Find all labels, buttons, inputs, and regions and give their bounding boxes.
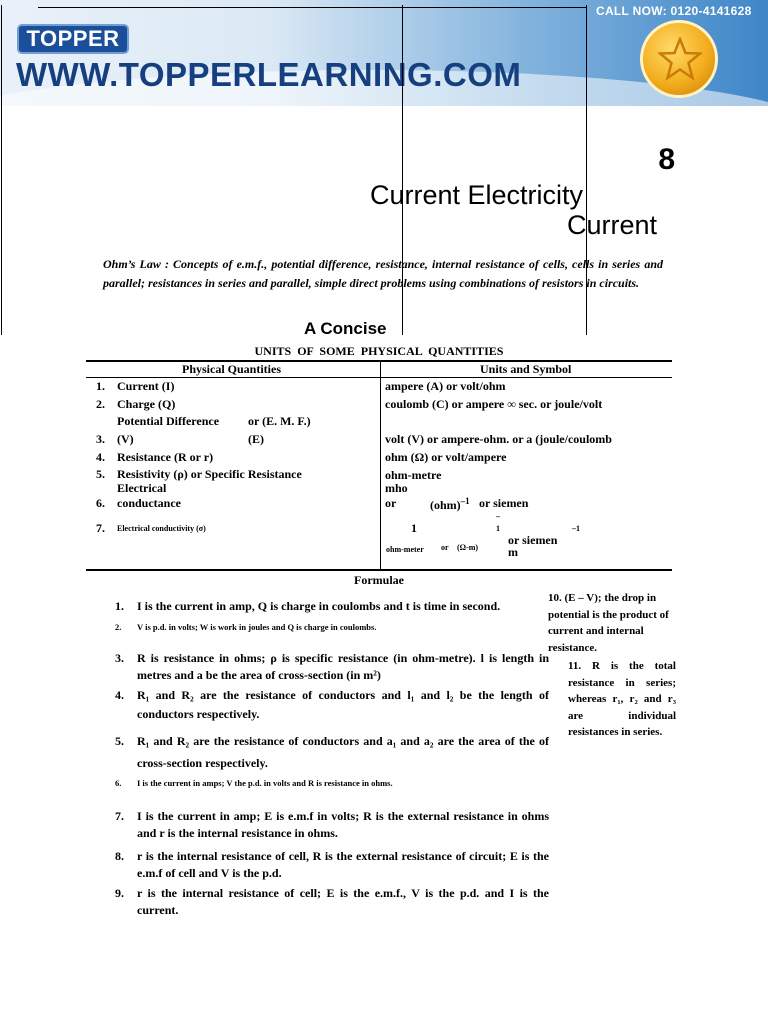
unit-exponent: –1 xyxy=(572,524,580,533)
column-header: Physical Quantities xyxy=(182,362,282,376)
quantity-cell: Potential Difference xyxy=(117,414,220,428)
unit-omega-m: (Ω-m) xyxy=(457,543,479,552)
formula-number: 5. xyxy=(115,734,124,748)
table-bottom-rule xyxy=(86,569,672,571)
side-note-10: 10. (E – V); the drop in potential is the product of current and internal resistance. xyxy=(548,592,669,654)
unit-cell xyxy=(430,496,470,513)
formula-text: I is the current in amp; E is e.m.f in volts; R is the external resistance in ohms and r is the internal resistance in ohms. xyxy=(137,809,549,840)
unit-cell: coulomb (C) or ampere ∞ sec. or joule/volt xyxy=(385,397,603,411)
table-top-rule xyxy=(86,360,672,362)
quantity-cell: Electrical xyxy=(117,481,167,495)
row-number: 4. xyxy=(96,450,105,464)
unit-cell: or siemen xyxy=(479,496,529,510)
formula-text: I is the current in amp, Q is charge in coulombs and t is time in second. xyxy=(137,599,501,613)
unit-dash: – xyxy=(496,512,500,521)
formula-number: 7. xyxy=(115,809,124,823)
row-number: 2. xyxy=(96,397,105,411)
unit-exponent: –1 xyxy=(460,496,470,506)
quantity-cell: Charge (Q) xyxy=(117,397,176,411)
formula-number: 8. xyxy=(115,849,124,863)
row-number: 5. xyxy=(96,467,105,481)
quantity-cell: or (E. M. F.) xyxy=(248,414,311,428)
chapter-subtitle: Current xyxy=(567,210,658,240)
unit-cell: ohm (Ω) or volt/ampere xyxy=(385,450,507,464)
formula-number: 4. xyxy=(115,688,124,702)
chapter-number: 8 xyxy=(658,143,675,176)
unit-cell: ohm-metre xyxy=(385,468,442,482)
unit-cell: or xyxy=(385,496,397,510)
quantity-cell: conductance xyxy=(117,496,181,510)
table-header-rule xyxy=(86,377,672,378)
formula-number: 1. xyxy=(115,599,124,613)
frame-line xyxy=(38,7,586,8)
unit-or: or xyxy=(441,543,449,552)
call-now: CALL NOW: 0120-4141628 xyxy=(596,4,752,18)
row-number: 7. xyxy=(96,521,105,535)
quantity-cell: (E) xyxy=(248,432,264,446)
site-url[interactable]: WWW.TOPPERLEARNING.COM xyxy=(16,56,522,93)
formula-number: 2. xyxy=(115,622,122,632)
column-header: Units and Symbol xyxy=(480,362,572,376)
quantity-cell: Resistivity (ρ) or Specific Resistance xyxy=(117,467,302,481)
chapter-title: Current Electricity xyxy=(370,180,584,210)
formulae-title: Formulae xyxy=(354,573,404,587)
formula-text: I is the current in amps; V the p.d. in volts and R is resistance in ohms. xyxy=(137,778,393,788)
unit-small-one: 1 xyxy=(496,524,500,533)
formula-text: r is the internal resistance of cell; E is the e.m.f., V is the p.d. and I is the current. xyxy=(137,886,549,917)
formula-text: r is the internal resistance of cell, R is the external resistance of circuit; E is the e.m.f of cell and V is the p.d. xyxy=(137,849,549,880)
unit-siemen: or siemen xyxy=(508,533,558,547)
formula-text: R₁ and R₂ are the resistance of conductors and a₁ and a₂ are the area of the of cross-section respectively. xyxy=(137,734,549,770)
unit-ohm-meter: ohm-meter xyxy=(386,545,424,554)
row-number: 1. xyxy=(96,379,105,393)
quantity-cell: (V) xyxy=(117,432,134,446)
logo-text: TOPPER xyxy=(26,26,120,51)
unit-cell: mho xyxy=(385,481,408,495)
side-note-11: 11. R is the total resistance in series; whereas r₁, r₂ and r₃ are individual resistances in series. xyxy=(568,660,676,738)
formula-text: V is p.d. in volts; W is work in joules and Q is charge in coulombs. xyxy=(137,622,377,632)
formula-text: R₁ and R₂ are the resistance of conductors and l₁ and l₂ be the length of conductors respectively. xyxy=(137,688,549,721)
topper-logo[interactable] xyxy=(17,24,129,54)
frame-line xyxy=(1,5,2,335)
unit-cell: ampere (A) or volt/ohm xyxy=(385,379,506,393)
formula-number: 6. xyxy=(115,778,122,788)
syllabus-intro: Ohm’s Law : Concepts of e.m.f., potential difference, resistance, internal resistance of cells, cells in series and parallel; resistances in series and parallel, simple direct problems using combinations of resistors in circuits. xyxy=(103,257,663,290)
units-table-title: UNITS OF SOME PHYSICAL QUANTITIES xyxy=(254,344,504,358)
formulae-side-notes xyxy=(548,590,676,741)
formula-number: 9. xyxy=(115,886,124,900)
row-number: 6. xyxy=(96,496,105,510)
concise-heading: A Concise xyxy=(304,319,387,338)
quantity-cell: Electrical conductivity (σ) xyxy=(117,524,206,533)
table-column-rule xyxy=(380,361,381,569)
star-coin-icon xyxy=(640,20,718,98)
formula-number: 3. xyxy=(115,651,124,665)
quantity-cell: Current (I) xyxy=(117,379,175,393)
unit-cell: volt (V) or ampere-ohm. or a (joule/coulomb xyxy=(385,432,612,446)
unit-ohm: (ohm) xyxy=(430,498,461,512)
row-number: 3. xyxy=(96,432,105,446)
quantity-cell: Resistance (R or r) xyxy=(117,450,214,464)
formula-text: R is resistance in ohms; ρ is specific resistance (in ohm-metre). l is length in metres and a be the area of cross-section (in m²) xyxy=(137,651,549,682)
unit-m: m xyxy=(508,545,518,559)
unit-fraction-top: 1 xyxy=(411,521,417,535)
